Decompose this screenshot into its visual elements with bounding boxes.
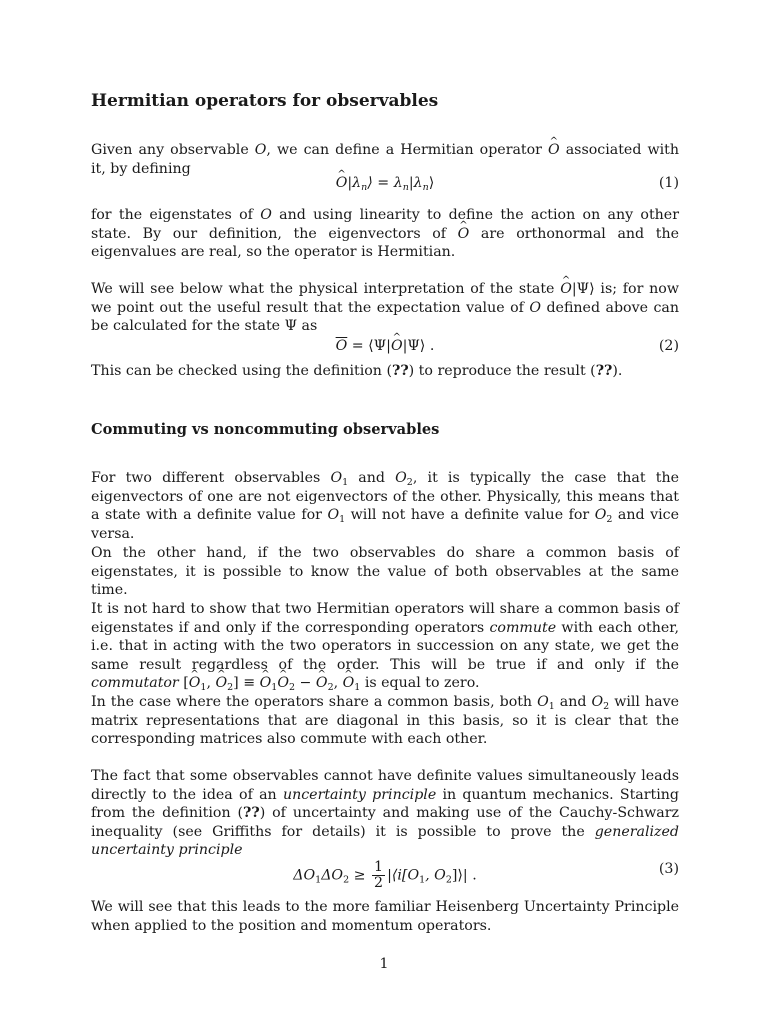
equation-1: [91, 174, 679, 194]
emphasis-uncertainty-principle: uncertainty principle: [282, 786, 437, 803]
subsection-heading: Commuting vs noncommuting observables: [91, 421, 440, 438]
emphasis-generalized-uncertainty: generalized uncertainty principle: [91, 823, 679, 858]
paragraph-uncertainty: The fact that some observables cannot have definite values simultaneously leads directly to the idea of an uncertainty principle in quantum mechanics. Starting from the definition (??) of uncertainty and making use of the Cauchy-Schwarz inequality (see Griffiths for details) it is possible to prove the generalized uncertainty principle: [91, 768, 679, 858]
equation-3: [91, 859, 679, 891]
equation-3-number: (3): [658, 861, 679, 877]
emphasis-commute: commute: [489, 619, 557, 636]
equation-2-body: $\overline{O}$ = ⟨Ψ|^ O|Ψ⟩ .: [91, 337, 679, 356]
paragraph-two-observables: For two different observables $O_1$ and $O_2$, it is typically the case that the eigenvectors of one are not eigenvectors of the other. Physically, this means that a state with a definite value for $O_1$ will not have a definite value for $O_2$ and vice versa.: [91, 470, 679, 542]
fraction-one-half: $\frac{1}{2}$: [374, 859, 384, 891]
paragraph-commute: It is not hard to show that two Hermitian operators will share a common basis of eigenstates if and only if the corresponding operators commute with each other, i.e. that in acting with the two operators in succession on any state, we get the same result regardless of the order. This will be true if and only if the commutator [^ $O_1$, ^ $O_2$] ≡ ^ $O_1\^{}$ $O_2$ − ^ $O_2$, ^ $O_1$ is equal to zero.: [91, 600, 679, 693]
paragraph-eigenstates: for the eigenstates of O and using linearity to define the action on any other state. By our definition, the eigenvectors of ^ O are orthonormal and the eigenvalues are real, so the operator is Hermitian.: [91, 206, 679, 262]
operator-symbol: ^ O: [548, 141, 560, 160]
equation-2: [91, 337, 679, 357]
observable-symbol: O: [254, 142, 267, 158]
paragraph-checked: This can be checked using the definition (??) to reproduce the result (??).: [91, 363, 623, 379]
paragraph-heisenberg: We will see that this leads to the more familiar Heisenberg Uncertainty Principle when applied to the position and momentum operators.: [91, 899, 679, 934]
page-number: 1: [379, 956, 389, 972]
emphasis-commutator: commutator: [91, 675, 179, 691]
paragraph-common-basis: On the other hand, if the two observables do share a common basis of eigenstates, it is possible to know the value of both observables at the same time.: [91, 545, 679, 598]
paragraph-interpretation: We will see below what the physical interpretation of the state ^ O|Ψ⟩ is; for now we point out the useful result that the expectation value of O defined above can be calculated for the state Ψ as: [91, 280, 679, 336]
paragraph-intro: Given any observable O, we can define a Hermitian operator ^ O associated with it, by defining: [91, 141, 679, 178]
paragraph-diagonal: In the case where the operators share a common basis, both $O_1$ and $O_2$ will have matrix representations that are diagonal in this basis, so it is clear that the corresponding matrices also commute with each other.: [91, 694, 679, 747]
section-heading: Hermitian operators for observables: [91, 91, 439, 111]
equation-2-number: (2): [658, 338, 679, 354]
equation-1-body: ^ $O|\lambda_n⟩$ = $\lambda_n|\lambda_n⟩$: [91, 174, 679, 193]
equation-1-number: (1): [658, 175, 679, 191]
equation-3-body: $\Delta O_1\Delta O_2$ ≥ $\frac{1}{2}$ $|⟨i[O_1$, $O_2]⟩|$ .: [293, 859, 477, 891]
